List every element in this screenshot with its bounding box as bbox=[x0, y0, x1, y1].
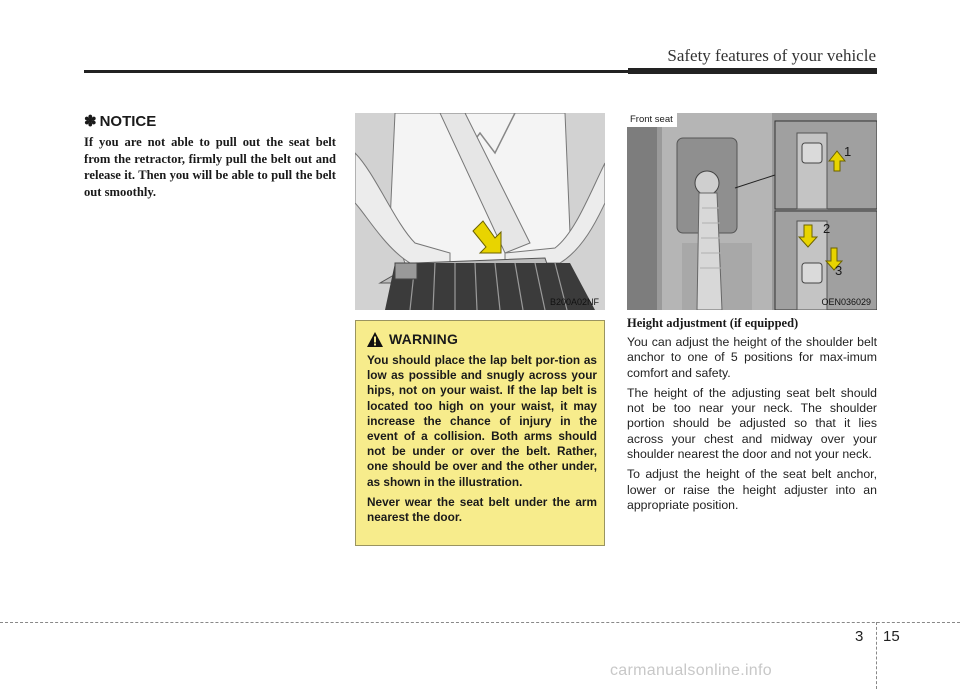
height-adjustment-section bbox=[627, 316, 877, 518]
notice-body: If you are not able to pull out the seat belt from the retractor, firmly pull the belt out and release it. Then you will be able to pull the belt out smoothly. bbox=[84, 135, 336, 199]
paragraph: You can adjust the height of the shoulder belt anchor to one of 5 positions for max-imum comfort and safety. bbox=[627, 335, 877, 380]
callout-3: 3 bbox=[835, 263, 843, 278]
figure-code: OEN036029 bbox=[821, 297, 871, 307]
warning-title: WARNING bbox=[389, 331, 459, 347]
notice-title: NOTICE bbox=[99, 113, 157, 130]
figure-label: Front seat bbox=[627, 113, 677, 127]
warning-box bbox=[355, 320, 605, 546]
notice-heading bbox=[84, 112, 336, 130]
lap-belt-drawing bbox=[355, 113, 605, 310]
notice-box bbox=[84, 112, 336, 200]
warning-paragraph: Never wear the seat belt under the arm nearest the door. bbox=[367, 494, 597, 525]
paragraph: The height of the adjusting seat belt should not be too near your neck. The shoulder portion should be adjusted so that it lies across your chest and midway over your shoulder nearest the door and not your neck. bbox=[627, 385, 877, 462]
height-adjuster-drawing bbox=[627, 113, 877, 310]
paragraph: To adjust the height of the seat belt anchor, lower or raise the height adjuster into an appropriate position. bbox=[627, 467, 877, 512]
watermark: carmanualsonline.info bbox=[610, 662, 772, 679]
callout-2: 2 bbox=[823, 221, 831, 236]
lap-belt-illustration bbox=[355, 113, 605, 310]
chapter-number: 3 bbox=[855, 628, 864, 645]
warning-heading bbox=[367, 331, 597, 347]
section-title: Safety features of your vehicle bbox=[667, 46, 876, 65]
warning-triangle-icon bbox=[367, 332, 383, 347]
warning-paragraph: You should place the lap belt por-tion as low as possible and snugly across your hips, not on your waist. If the lap belt is located too high on your waist, it may increase the chance of injury in the event of a collision. Both arms should not be under or over the belt. Rather, one should be over and the other under, as shown in the illustration. bbox=[367, 353, 597, 489]
footer-rule bbox=[0, 622, 960, 623]
callout-1: 1 bbox=[844, 144, 852, 159]
figure-code: B200A02NF bbox=[549, 297, 599, 307]
notice-mark-icon: ✽ bbox=[84, 113, 97, 130]
page-number: 15 bbox=[883, 628, 900, 645]
height-adjuster-illustration bbox=[627, 113, 877, 310]
page-number-divider bbox=[876, 622, 877, 689]
section-heading: Height adjustment (if equipped) bbox=[627, 316, 799, 330]
header-rule-accent bbox=[628, 68, 877, 74]
